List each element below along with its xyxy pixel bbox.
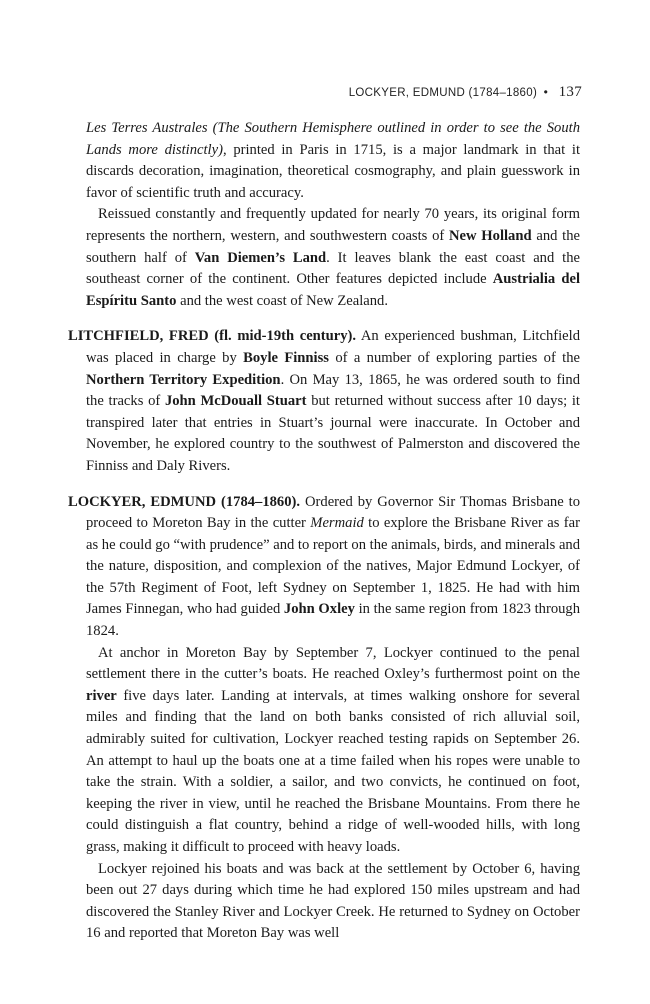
running-head <box>349 84 582 101</box>
continued-paragraph-2: Reissued constantly and frequently updated for nearly 70 years, its original form represents the northern, western, and southwestern coasts of New Holland and the southern half of Van Diemen’s Land. It leaves blank the east coast and the southeast corner of the continent. Other features depicted include Austrialia del Espíritu Santo and the west coast of New Zealand. <box>86 206 581 309</box>
cross-ref-boyle-finniss: Boyle Finniss <box>243 349 329 366</box>
page-body <box>68 118 580 945</box>
continued-paragraph: Les Terres Australes (The Southern Hemisphere outlined in order to see the South Lands more distinctly), printed in Paris in 1715, is a major landmark in that it discards decoration, imagination, theoretical cosmography, and plain guesswork in favor of scientific truth and accuracy. <box>86 120 581 201</box>
cross-ref-river: river <box>86 687 117 704</box>
ship-name: Mermaid <box>310 515 364 532</box>
cross-ref-espiritu-santo: Austrialia del Espíritu Santo <box>86 271 581 309</box>
running-head-bullet: • <box>543 85 549 99</box>
entry-litchfield: LITCHFIELD, FRED (fl. mid-19th century). An experienced bushman, Litchfield was placed in charge by Boyle Finniss of a number of exploring parties of the Northern Territory Expedition. On May 13, 1865, he was ordered south to find the tracks of John McDouall Stuart but returned without success after 10 days; it transpired later that entries in Stuart’s journal were inaccurate. In October and November, he explored country to the southwest of Palmerston and discovered the Finniss and Daly Rivers. <box>68 328 581 474</box>
lockyer-paragraph-2: At anchor in Moreton Bay by September 7, Lockyer continued to the penal settlement there in the cutter’s boats. He reached Oxley’s furthermost point on the river five days later. Landing at intervals, at times walking onshore for several miles and finding that the land on both banks consisted of rich alluvial soil, admirably suited for cultivation, Lockyer reached testing rapids on September 26. An attempt to haul up the boats one at a time failed when his ropes were unable to take the strain. With a soldier, a sailor, and two convicts, he continued on foot, keeping the river in view, until he reached the Brisbane Mountains. From there he could distinguish a flat country, behind a ridge of well-wooded hills, with long grass, making it difficult to proceed with heavy loads. <box>86 644 580 855</box>
entry-heading: LOCKYER, EDMUND (1784–1860). <box>68 493 301 510</box>
cross-ref-northern-territory-expedition: Northern Territory Expedition <box>86 371 281 388</box>
entry-lockyer: LOCKYER, EDMUND (1784–1860). Ordered by Governor Sir Thomas Brisbane to proceed to Moreton Bay in the cutter Mermaid to explore the Brisbane River as far as he could go “with prudence” and to report on the animals, birds, and minerals and the nature, disposition, and complexion of the natives, Major Edmund Lockyer, of the 57th Regiment of Foot, left Sydney on September 1, 1825. He had with him James Finnegan, who had guided John Oxley in the same region from 1823 through 1824. <box>68 493 581 640</box>
cross-ref-van-diemens-land: Van Diemen’s Land <box>194 249 327 266</box>
running-head-title: LOCKYER, EDMUND (1784–1860) <box>348 87 538 99</box>
page-number: 137 <box>558 84 582 100</box>
cross-ref-john-mcdouall-stuart: John McDouall Stuart <box>164 393 307 410</box>
cross-ref-new-holland: New Holland <box>449 227 532 244</box>
map-title: Les Terres Australes (The Southern Hemisphere outlined in order to see the South Lands more distinctly) <box>86 120 580 158</box>
entry-heading: LITCHFIELD, FRED (fl. mid-19th century). <box>68 328 357 345</box>
cross-ref-john-oxley: John Oxley <box>283 601 355 618</box>
lockyer-paragraph-3: Lockyer rejoined his boats and was back at the settlement by October 6, having been out 27 days during which time he had explored 150 miles upstream and had discovered the Stanley River and Lockyer Creek. He returned to Sydney on October 16 and reported that Moreton Bay was well <box>86 860 580 942</box>
